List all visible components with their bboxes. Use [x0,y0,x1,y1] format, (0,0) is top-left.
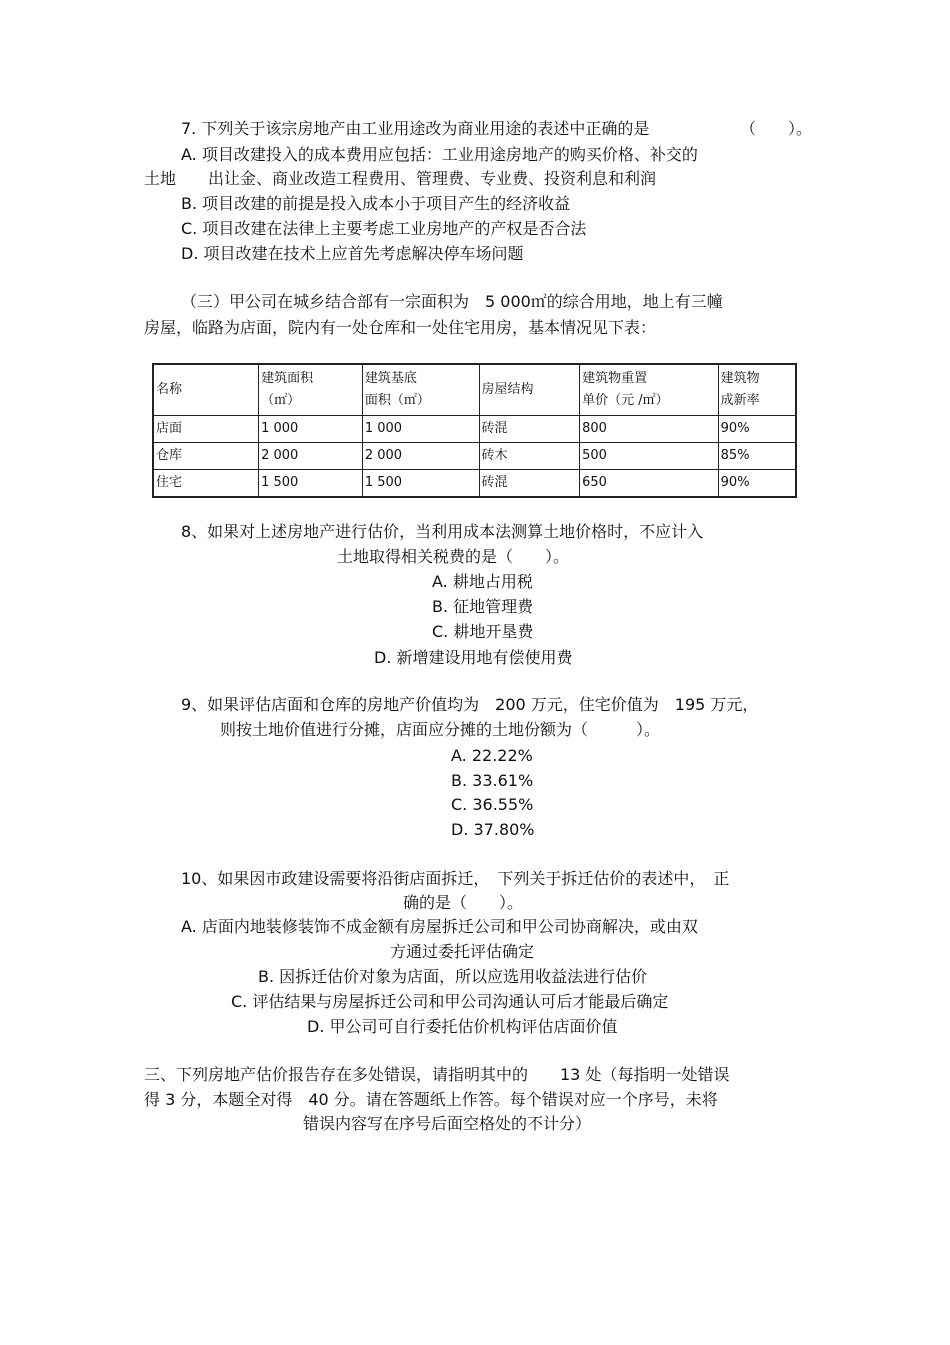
q8-option-d: D. 新增建设用地有偿使用费 [374,648,573,667]
q7-option-a-line2: 土地 出让金、商业改造工程费用、管理费、专业费、投资利息和利润 [144,169,657,188]
q8-stem-line1: 8、如果对上述房地产进行估价，当利用成本法测算土地价格时，不应计入 [181,522,704,541]
q9-option-b: B. 33.61% [451,771,534,790]
case3-intro-line2: 房屋，临路为店面，院内有一处仓库和一处住宅用房，基本情况见下表： [144,318,657,337]
table-cell: 1 000 [362,416,479,443]
q8-stem-line2: 土地取得相关税费的是（ ）。 [337,547,570,566]
table-cell: 1 000 [259,416,363,443]
table-header-cell: 名称 [153,364,259,416]
table-cell: 住宅 [153,470,259,498]
section3-line3: 错误内容写在序号后面空格处的不计分） [303,1114,592,1133]
table-cell: 1 500 [259,470,363,498]
q9-option-a: A. 22.22% [451,746,533,765]
q7-option-a-line1: A. 项目改建投入的成本费用应包括：工业用途房地产的购买价格、补交的 [181,145,698,164]
table-row [153,470,796,498]
q9-option-d: D. 37.80% [451,820,535,839]
table-cell: 2 000 [259,443,363,470]
q9-stem-line2: 则按土地价值进行分摊，店面应分摊的土地份额为（ ）。 [220,720,661,739]
case3-intro-line1: （三）甲公司在城乡结合部有一宗面积为 5 000㎡的综合用地，地上有三幢 [181,292,723,311]
table-cell: 店面 [153,416,259,443]
table-cell: 500 [580,443,719,470]
table-cell: 650 [580,470,719,498]
property-info-table [152,363,797,498]
table-cell: 砖混 [479,470,580,498]
table-header-row [153,364,796,416]
q7-option-d: D. 项目改建在技术上应首先考虑解决停车场问题 [181,244,524,263]
q9-stem-line1: 9、如果评估店面和仓库的房地产价值均为 200 万元，住宅价值为 195 万元， [181,695,759,714]
table-cell: 砖混 [479,416,580,443]
q8-option-a: A. 耕地占用税 [432,572,533,591]
q10-option-c: C. 评估结果与房屋拆迁公司和甲公司沟通认可后才能最后确定 [231,992,669,1011]
table-cell: 800 [580,416,719,443]
q10-option-a-line1: A. 店面内地装修装饰不成金额有房屋拆迁公司和甲公司协商解决，或由双 [181,917,698,936]
table-row [153,416,796,443]
table-header-cell: 房屋结构 [479,364,580,416]
table-header-cell: 建筑面积 （㎡） [259,364,363,416]
q10-option-b: B. 因拆迁估价对象为店面，所以应选用收益法进行估价 [258,967,648,986]
table-row [153,443,796,470]
section3-line2: 得 3 分，本题全对得 40 分。请在答题纸上作答。每个错误对应一个序号，未将 [144,1090,718,1109]
table-header-cell: 建筑物 成新率 [718,364,796,416]
q9-option-c: C. 36.55% [451,795,534,814]
q10-option-a-line2: 方通过委托评估确定 [390,942,535,961]
q10-option-d: D. 甲公司可自行委托估价机构评估店面价值 [307,1017,618,1036]
q8-option-c: C. 耕地开垦费 [432,622,534,641]
q7-option-c: C. 项目改建在法律上主要考虑工业房地产的产权是否合法 [181,219,587,238]
q7-stem: 7. 下列关于该宗房地产由工业用途改为商业用途的表述中正确的是 [181,119,650,138]
section3-line1: 三、下列房地产估价报告存在多处错误，请指明其中的 13 处（每指明一处错误 [144,1065,730,1084]
q10-stem-line2: 确的是（ ）。 [403,893,524,912]
table-cell: 90% [718,416,796,443]
table-cell: 1 500 [362,470,479,498]
q7-option-b: B. 项目改建的前提是投入成本小于项目产生的经济收益 [181,194,571,213]
table-header-cell: 建筑基底 面积（㎡） [362,364,479,416]
table-cell: 2 000 [362,443,479,470]
table-cell: 仓库 [153,443,259,470]
q8-option-b: B. 征地管理费 [432,597,534,616]
table-cell: 砖木 [479,443,580,470]
table-cell: 90% [718,470,796,498]
q10-stem-line1: 10、如果因市政建设需要将沿街店面拆迁， 下列关于拆迁估价的表述中， 正 [181,869,730,888]
table-header-cell: 建筑物重置 单价（元 /㎡） [580,364,719,416]
table-cell: 85% [718,443,796,470]
q7-answer-paren: （ ）。 [740,119,813,138]
